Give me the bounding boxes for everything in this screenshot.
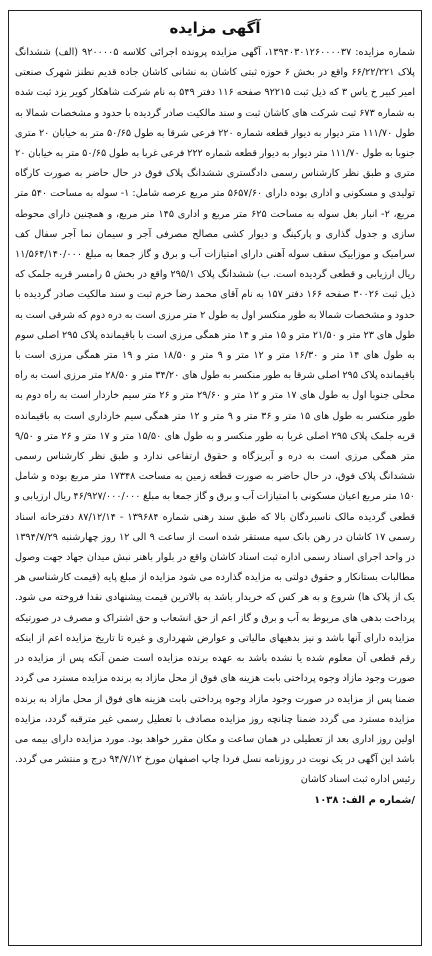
notice-body: شماره مزایده: ۱۳۹۴۰۳۰۱۲۶۰۰۰۰۳۷، آگهی مزایده پرونده اجرائی کلاسه ۹۲۰۰۰۰۵ (الف) ششدانگ پلاک ۶۶/۲۲/۲۲۱ واقع در بخش ۶ حوزه ثبتی کاشان به نشانی کاشان جاده قدیم نطنز شهرک صنعتی امیر کبیر خ یاس ۳ که ذیل ثبت ۹۲۲۱۵ صفحه ۱۱۶ دفتر ۵۴۹ به نام شرکت شاهکار کویر یزد ثبت شده به شماره ۶۷۳ ثبت شرکت های کاشان ثبت و سند مالکیت صادر گردیده با حدود و مشخصات شمالا به طول ۱۱۱/۷۰ متر دیوار به دیوار قطعه شماره ۲۲۰ فرعی شرقا به طول ۵۰/۶۵ متر به خیابان ۲۰ متری جنوبا به طول ۱۱۱/۷۰ متر دیوار به دیوار قطعه شماره ۲۲۲ فرعی غربا به طول ۵۰/۶۵ متر به خیابان ۲۰ متری و طبق نظر کارشناس رسمی دادگستری ششدانگ پلاک فوق در حال حاضر به صورت کارگاه تولیدی و مسکونی و اداری بوده دارای ۵۶۵۷/۶۰ متر مربع عرصه شامل: ۱- سوله به مساحت ۵۴۰ متر مربع، ۲- انبار بغل سوله به مساحت ۶۲۵ متر مربع و اداری ۱۴۵ متر مربع، و همچنین دارای محوطه سازی و جدول گذاری و پارکینگ و دیوار کشی مصالح مصرفی آجر و سیمان نما آجر سفال کف سرامیک و موزاییک سقف سوله آهنی دارای امتیازات آب و برق و گاز جمعا به مبلغ ۱۱/۵۶۴/۱۴۰/۰۰۰ ریال ارزیابی و قطعی گردیده است. ب) ششدانگ پلاک ۲۹۵/۱ واقع در بخش ۵ رامسر قریه جلمک که ذیل ثبت ۳۰۰۲۶ صفحه ۱۶۶ دفتر ۱۵۷ به نام آقای محمد رضا خرم ثبت و سند مالکیت صادر گردیده با حدود و مشخصات شمالا به طور منکسر اول به طول ۲ متر مرزی است به دره دوم که شرقی است به طول های ۲۳ متر و ۲۱/۵۰ متر و ۱۵ متر و ۱۴ متر همگی مرزی است با باقیمانده پلاک ۲۹۵ اصلی سوم به طول های ۱۴ متر و ۱۶/۳۰ متر و ۱۲ متر و ۹ متر و ۱۸/۵۰ متر و ۱۹ متر همگی مرزی است با باقیمانده پلاک ۲۹۵ اصلی شرقا به طور منکسر به طول های ۳۴/۲۰ متر و ۲۸/۵۰ متر مرزی است به راه محلی جنوبا اول به طول های ۱۷ متر و ۱۲ متر و ۲۹/۶۰ متر و ۲۶ متر سیم خاردار است به راه دوم به طور منکسر به طول های ۱۵ متر و ۳۶ متر و ۹ متر و ۱۲ متر همگی سیم خارداری است به باقیمانده قریه جلمک پلاک ۲۹۵ اصلی غربا به طور منکسر و به طول های ۱۵/۵۰ متر و ۱۷ متر و ۲۶ متر و ۹/۵۰ متر همگی مرزی است به دره و آبریزگاه و حقوق ارتفاعی ندارد و طبق نظر کارشناس رسمی ششدانگ پلاک فوق، در حال حاضر به صورت قطعه زمین به مساحت ۱۷۳۴۸ متر مربع بوده و شامل ۱۵۰ متر مربع اعیان مسکونی با امتیازات آب و برق و گاز جمعا به مبلغ ۴۶/۹۲۷/۰۰۰/۰۰۰ ریال ارزیابی و قطعی گردیده مالک ناسبردگان بالا که طبق سند رهنی شماره ۱۳۹۶۸۴ - ۸۷/۱۲/۱۴ دفترخانه اسناد رسمی ۱۷ کاشان در رهن بانک سپه مستقر شده است از ساعت ۹ الی ۱۲ روز چهارشنبه ۱۳۹۴/۷/۲۹ در واحد اجرای اسناد رسمی اداره ثبت اسناد کاشان واقع در بلوار باهنر نبش میدان جهاد جهت وصول مطالبات بستانکار و حقوق دولتی به مزایده گذارده می شود مزایده از مبلغ پایه (قیمت کارشناسی هر یک از پلاک ها) شروع و به هر کس که خریدار باشد به بالاترین قیمت پیشنهادی نقدا فروخته می شود. پرداخت بدهی های مربوط به آب و برق و گاز اعم از حق انشعاب و حق اشتراک و مصرف در صورتیکه مزایده دارای آنها باشد و نیز بدهیهای مالیاتی و عوارض شهرداری و غیره تا تاریخ مزایده اعم از اینکه رقم قطعی آن معلوم شده یا نشده باشد به عهده برنده مزایده است ضمن آنکه پس از مزایده در صورت وجود مازاد وجوه پرداختی بابت هزینه های فوق از محل مازاد به برنده مزایده مسترد می گردد ضمنا پس از مزایده در صورت وجود مازاد وجوه پرداختی بابت هزینه های فوق از محل مازاد به برنده مزایده مسترد می گردد ضمنا چنانچه روز مزایده مصادف با تعطیل رسمی غیر مترقبه گردد، مزایده اولین روز اداری بعد از تعطیلی در همان ساعت و مکان مقرر خواهد بود. مورد مزایده دارای بیمه می باشد این آگهی در یک نوبت در روزنامه نسل فردا چاپ اصفهان مورخ ۹۴/۷/۱۲ درج و منتشر می گردد. رئیس اداره ثبت اسناد کاشان	[15, 47, 416, 786]
notice-title: آگهی مزایده	[169, 19, 261, 37]
notice-reference-number: /شماره م الف: ۱۰۳۸	[314, 794, 415, 806]
auction-notice	[8, 10, 422, 946]
